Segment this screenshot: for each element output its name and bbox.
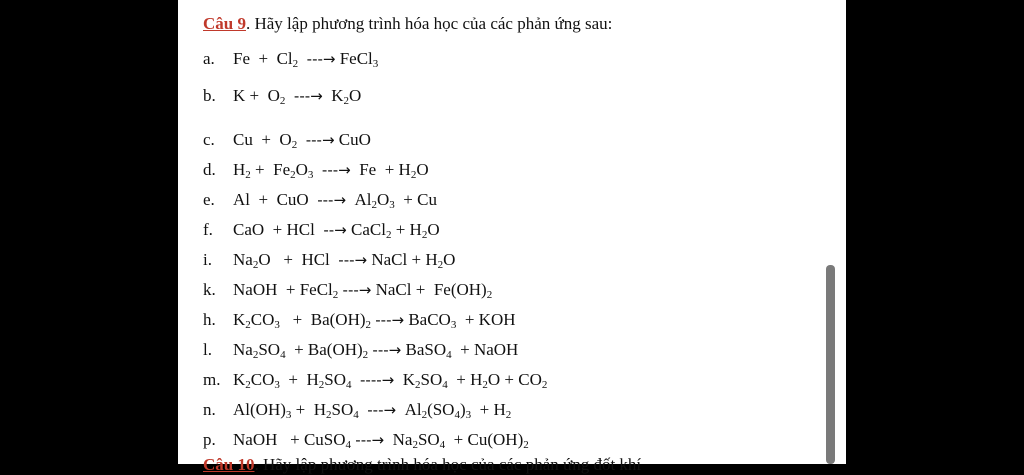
scrollbar-thumb[interactable] <box>826 265 835 464</box>
reaction-label: d. <box>203 160 216 179</box>
reaction-equation: $Al(OH)_3 + H_2SO_4$ ---→ $Al_2(SO_4)_3 + H_2$ <box>233 400 512 421</box>
reaction-equation: $Na_2O$ + HCl ---→ NaCl + $H_2O$ <box>233 250 456 271</box>
reaction-equation: $Fe + Cl_2$ ---→ FeCl$_3$ <box>233 49 379 70</box>
reaction-equation: $Na_2SO_4 + Ba(OH)_2$ ---→ BaSO$_4$ + NaOH <box>233 340 519 361</box>
reaction-equation: $K_2CO_3 + Ba(OH)_2$ ---→ BaCO$_3$ + KOH <box>233 310 516 331</box>
reaction-label: k. <box>203 280 216 299</box>
question-number: Câu 9 <box>203 14 246 33</box>
next-question-heading <box>203 455 641 475</box>
reaction-equation: $K + O_2$ ---→ $K_2O$ <box>233 86 362 107</box>
reaction-label: n. <box>203 400 216 419</box>
reaction-label: p. <box>203 430 216 449</box>
question-heading <box>203 14 612 34</box>
reaction-label: l. <box>203 340 212 359</box>
reaction-equation: NaOH + CuSO$_4$ ---→ $Na_2SO_4 + Cu(OH)_2$ <box>233 430 529 451</box>
reaction-equation: $Cu + O_2$ ---→ CuO <box>233 130 371 151</box>
reaction-equation: CaO + HCl --→ CaCl$_2$ + $H_2O$ <box>233 220 440 241</box>
reaction-label: h. <box>203 310 216 329</box>
reaction-equation: $K_2CO_3 + H_2SO_4$ ----→ $K_2SO_4 + H_2O + CO_2$ <box>233 370 548 391</box>
question-text: . Hãy lập phương trình hóa học của các phản ứng sau: <box>245 14 613 33</box>
next-question-number: Câu 10 <box>203 455 255 474</box>
reaction-label: a. <box>203 49 215 68</box>
reaction-label: i. <box>203 250 212 269</box>
reaction-label: b. <box>203 86 216 105</box>
reaction-label: c. <box>203 130 215 149</box>
reaction-equation: NaOH + FeCl$_2$ ---→ NaCl + $Fe(OH)_2$ <box>233 280 493 301</box>
reaction-label: f. <box>203 220 213 239</box>
next-question-text: . Hãy lập phương trình hóa học của các phản ứng đốt khí <box>254 455 642 474</box>
reaction-label: e. <box>203 190 215 209</box>
reaction-equation: $H_2 + Fe_2O_3$ ---→ $Fe + H_2O$ <box>233 160 429 181</box>
reaction-label: m. <box>203 370 221 389</box>
document-page <box>178 0 846 474</box>
reaction-equation: Al + CuO ---→ $Al_2O_3 + Cu$ <box>233 190 437 211</box>
